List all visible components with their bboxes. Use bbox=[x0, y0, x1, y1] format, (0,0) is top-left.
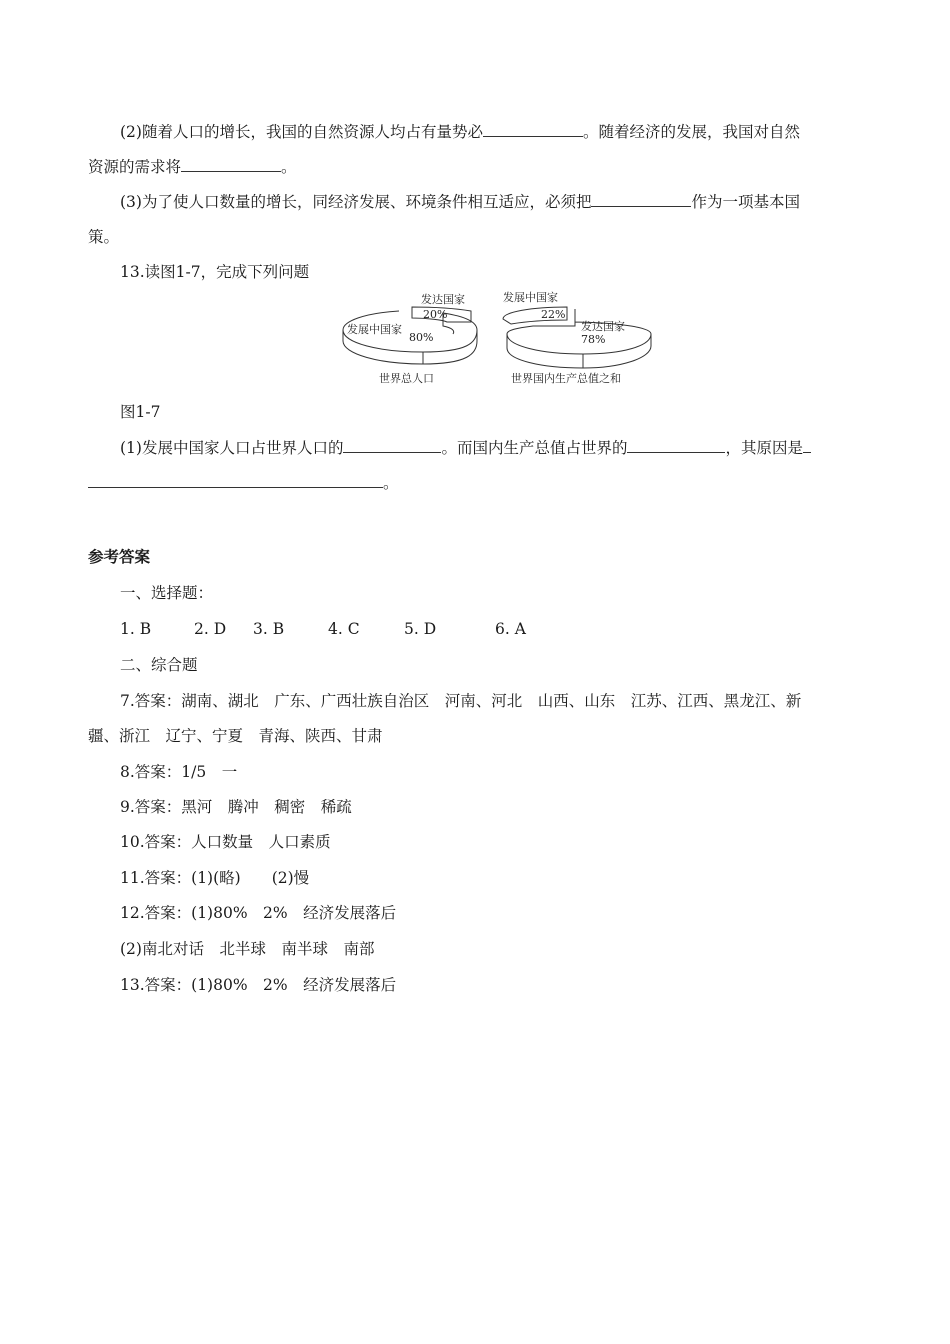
choice-answer: 4. C bbox=[328, 620, 360, 638]
answers-heading: 参考答案 bbox=[88, 548, 151, 566]
answer-11: 11.答案：(1)(略) (2)慢 bbox=[120, 869, 310, 887]
choice-answer: 3. B bbox=[253, 620, 285, 638]
right-pie-caption: 世界国内生产总值之和 bbox=[511, 372, 621, 385]
q13-part1-line2 bbox=[88, 473, 868, 493]
q12-part3-line2 bbox=[88, 227, 868, 247]
right-pie-large-slice bbox=[507, 309, 651, 368]
answer-12: 12.答案：(1)80% 2% 经济发展落后 bbox=[120, 904, 397, 922]
q13-part1-text-c: ，其原因是 bbox=[725, 439, 803, 457]
answer-blank[interactable] bbox=[483, 122, 583, 137]
figure-caption: 图1-7 bbox=[120, 403, 161, 421]
left-pie-caption: 世界总人口 bbox=[379, 372, 434, 385]
choice-answer: 1. B bbox=[120, 620, 152, 638]
answer-10: 10.答案：人口数量 人口素质 bbox=[120, 833, 331, 851]
answer-12-part2: (2)南北对话 北半球 南半球 南部 bbox=[120, 940, 375, 958]
q12-part2-text-a: (2)随着人口的增长，我国的自然资源人均占有量势必 bbox=[120, 123, 483, 141]
right-pie-label-developing: 发展中国家 bbox=[503, 291, 558, 304]
q12-part3-text-a: (3)为了使人口数量的增长，同经济发展、环境条件相互适应，必须把 bbox=[120, 193, 592, 211]
right-pie-value-developing: 22% bbox=[541, 308, 566, 321]
q13-part1-text-a: (1)发展中国家人口占世界人口的 bbox=[120, 439, 344, 457]
answer-blank[interactable] bbox=[803, 438, 811, 453]
q13-part1-line1 bbox=[120, 438, 868, 458]
q12-part3-line1 bbox=[120, 192, 868, 212]
q12-part2-line1 bbox=[120, 122, 868, 142]
answers-section1: 一、选择题： bbox=[120, 584, 214, 602]
pie-charts-svg bbox=[335, 288, 655, 388]
left-pie-label-developed: 发达国家 bbox=[421, 293, 465, 306]
answer-blank[interactable] bbox=[88, 473, 383, 488]
answer-blank[interactable] bbox=[591, 192, 691, 207]
answers-section2: 二、综合题 bbox=[120, 656, 198, 674]
q12-part3-text-b: 作为一项基本国 bbox=[691, 193, 800, 211]
right-pie-label-developed: 发达国家 bbox=[581, 320, 625, 333]
answer-9: 9.答案：黑河 腾冲 稠密 稀疏 bbox=[120, 798, 352, 816]
q12-part2-text-c: 资源的需求将 bbox=[88, 158, 182, 176]
right-pie-value-developed: 78% bbox=[581, 333, 606, 346]
left-pie-value-developing: 80% bbox=[409, 331, 434, 344]
left-pie-label-developing: 发展中国家 bbox=[347, 323, 402, 336]
answer-7-line2: 疆、浙江 辽宁、宁夏 青海、陕西、甘肃 bbox=[88, 727, 383, 745]
figure-1-7 bbox=[335, 288, 655, 388]
q13-title: 13.读图1-7，完成下列问题 bbox=[120, 263, 310, 281]
left-pie-value-developed: 20% bbox=[423, 308, 448, 321]
answer-8: 8.答案：1/5 一 bbox=[120, 763, 238, 781]
q13-part1-text-b: 。而国内生产总值占世界的 bbox=[441, 439, 628, 457]
answer-13: 13.答案：(1)80% 2% 经济发展落后 bbox=[120, 976, 397, 994]
answer-blank[interactable] bbox=[181, 157, 281, 172]
q12-part2-line2 bbox=[88, 157, 868, 177]
choice-answer: 2. D bbox=[194, 620, 227, 638]
answer-blank[interactable] bbox=[627, 438, 725, 453]
q12-part3-text-c: 策。 bbox=[88, 228, 120, 246]
period: 。 bbox=[281, 158, 297, 176]
answer-blank[interactable] bbox=[343, 438, 441, 453]
answer-7-line1: 7.答案：湖南、湖北 广东、广西壮族自治区 河南、河北 山西、山东 江苏、江西、黑龙江、新 bbox=[120, 692, 802, 710]
period: 。 bbox=[383, 474, 399, 492]
q12-part2-text-b: 。随着经济的发展，我国对自然 bbox=[582, 123, 800, 141]
choice-answer: 6. A bbox=[495, 620, 526, 638]
choice-answer: 5. D bbox=[404, 620, 437, 638]
